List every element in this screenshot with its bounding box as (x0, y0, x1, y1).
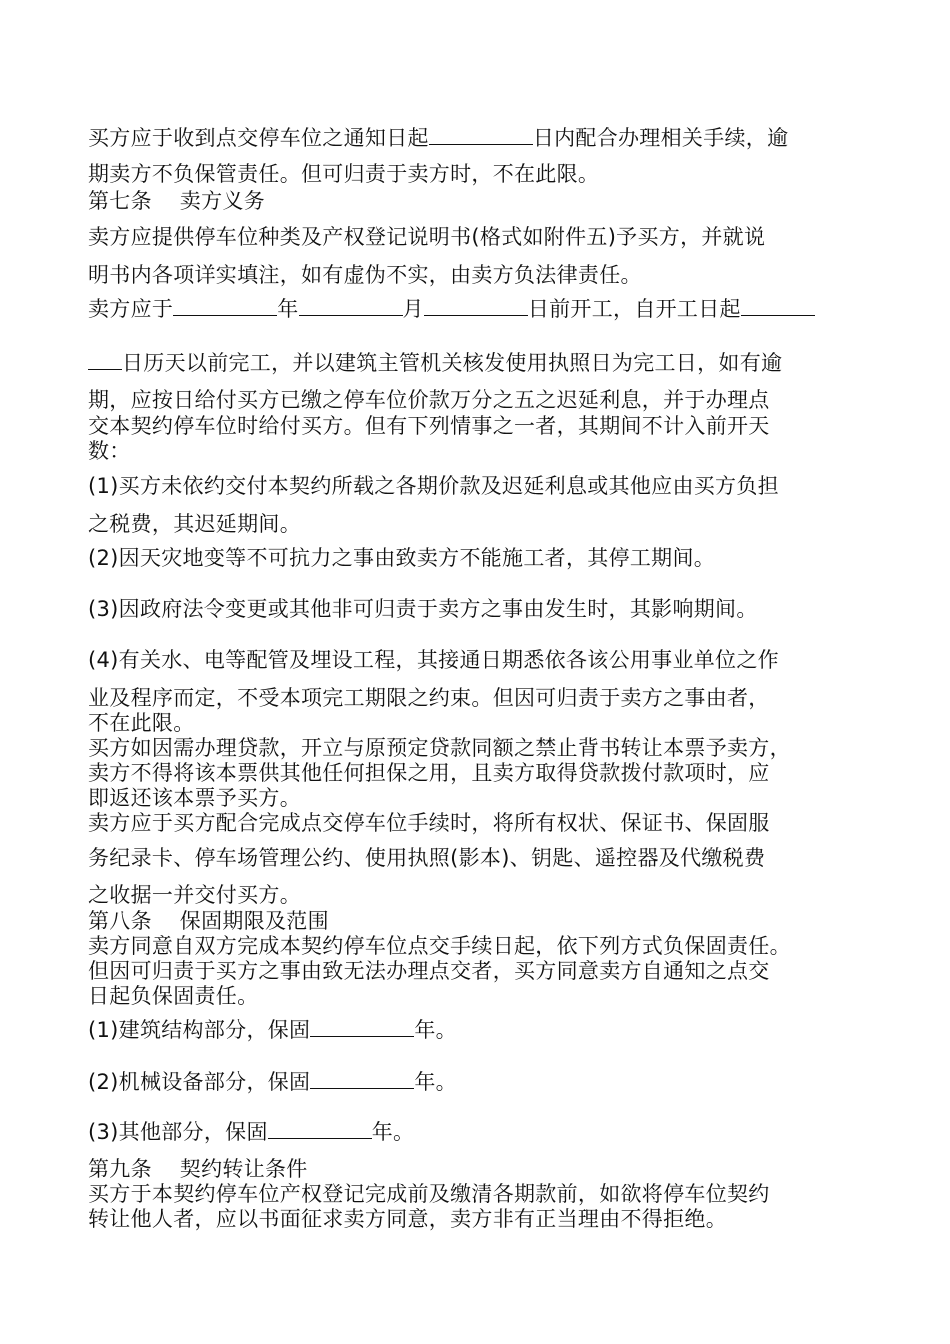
fill-in-blank (310, 1018, 414, 1037)
text-segment: 数： (88, 439, 131, 463)
heading-text: 第七条 卖方义务 (88, 189, 266, 213)
fill-in-blank (173, 297, 277, 316)
fill-in-blank (88, 351, 122, 370)
text-segment: 即返还该本票予买方。 (88, 786, 301, 810)
article-heading (88, 909, 878, 933)
list-item (88, 474, 878, 498)
text-segment: 年。 (371, 1120, 415, 1144)
text-segment: 买方于本契约停车位产权登记完成前及缴清各期款前，如欲将停车位契约 (88, 1182, 770, 1206)
list-item (88, 1070, 878, 1094)
text-segment: (4)有关水、电等配管及埋设工程，其接通日期悉依各该公用事业单位之作 (88, 648, 779, 672)
text-line (88, 761, 878, 785)
text-segment: 年。 (414, 1018, 457, 1042)
text-line (88, 162, 878, 186)
text-segment: 买方如因需办理贷款，开立与原预定贷款同额之禁止背书转让本票予卖方， (88, 736, 791, 760)
text-segment: 期卖方不负保管责任。但可归责于卖方时，不在此限。 (88, 162, 600, 186)
list-item (88, 1120, 878, 1144)
text-segment: 卖方应于买方配合完成点交停车位手续时，将所有权状、保证书、保固服 (88, 811, 770, 835)
text-line (88, 959, 878, 983)
text-segment: 之收据一并交付买方。 (88, 883, 301, 907)
text-segment: 业及程序而定，不受本项完工期限之约束。但因可归责于卖方之事由者， (88, 686, 770, 710)
text-segment: 期，应按日给付买方已缴之停车位价款万分之五之迟延利息，并于办理点 (88, 388, 770, 412)
text-segment: 年。 (414, 1070, 457, 1094)
list-item (88, 546, 878, 570)
text-segment: 交本契约停车位时给付买方。但有下列情事之一者，其期间不计入前开天 (88, 414, 770, 438)
text-segment: (2)因天灾地变等不可抗力之事由致卖方不能施工者，其停工期间。 (88, 546, 716, 570)
text-segment: 之税费，其迟延期间。 (88, 512, 301, 536)
heading-text: 第九条 契约转让条件 (88, 1157, 308, 1181)
text-segment: 转让他人者，应以书面征求卖方同意，卖方非有正当理由不得拒绝。 (88, 1207, 727, 1231)
text-segment: (2)机械设备部分，保固 (88, 1070, 311, 1094)
heading-text: 第八条 保固期限及范围 (88, 909, 329, 933)
text-line (88, 686, 878, 710)
text-line (88, 711, 878, 735)
text-segment: 不在此限。 (88, 711, 195, 735)
text-segment: 日内配合办理相关手续，逾 (532, 126, 789, 150)
text-line (88, 984, 878, 1008)
text-segment: 务纪录卡、停车场管理公约、使用执照(影本)、钥匙、遥控器及代缴税费 (88, 846, 766, 870)
text-segment: 日前开工，自开工日起 (527, 297, 741, 321)
text-line (88, 297, 878, 321)
article-heading (88, 189, 878, 213)
text-segment: 明书内各项详实填注，如有虚伪不实，由卖方负法律责任。 (88, 263, 642, 287)
list-item (88, 1018, 878, 1042)
text-segment: 卖方应于 (88, 297, 174, 321)
fill-in-blank (299, 297, 403, 316)
text-segment: (3)因政府法令变更或其他非可归责于卖方之事由发生时，其影响期间。 (88, 597, 758, 621)
text-segment: 但因可归责于买方之事由致无法办理点交者，买方同意卖方自通知之点交 (88, 959, 770, 983)
list-item (88, 597, 878, 621)
text-segment: 卖方同意自双方完成本契约停车位点交手续日起，依下列方式负保固责任。 (88, 934, 791, 958)
fill-in-blank (429, 126, 533, 145)
text-line (88, 846, 878, 870)
text-segment: (1)买方未依约交付本契约所载之各期价款及迟延利息或其他应由买方负担 (88, 474, 779, 498)
text-line (88, 388, 878, 412)
text-line (88, 786, 878, 810)
text-line (88, 736, 878, 760)
text-line (88, 811, 878, 835)
fill-in-blank (310, 1070, 414, 1089)
text-segment: 日起负保固责任。 (88, 984, 259, 1008)
text-line (88, 1182, 878, 1206)
text-segment: (1)建筑结构部分，保固 (88, 1018, 311, 1042)
text-segment: 年 (277, 297, 299, 321)
text-line (88, 883, 878, 907)
text-line (88, 414, 878, 438)
text-line (88, 225, 878, 249)
text-line (88, 439, 878, 463)
fill-in-blank (268, 1120, 372, 1139)
text-line (88, 126, 878, 150)
text-line (88, 512, 878, 536)
fill-in-blank (741, 297, 815, 316)
text-segment: (3)其他部分，保固 (88, 1120, 268, 1144)
text-line (88, 263, 878, 287)
text-segment: 买方应于收到点交停车位之通知日起 (88, 126, 429, 150)
article-heading (88, 1157, 878, 1181)
text-segment: 日历天以前完工，并以建筑主管机关核发使用执照日为完工日，如有逾 (122, 351, 783, 375)
text-line (88, 1207, 878, 1231)
text-segment: 卖方应提供停车位种类及产权登记说明书(格式如附件五)予买方，并就说 (88, 225, 766, 249)
list-item (88, 648, 878, 672)
text-line (88, 351, 878, 375)
text-segment: 卖方不得将该本票供其他任何担保之用，且卖方取得贷款拨付款项时，应 (88, 761, 770, 785)
text-segment: 月 (402, 297, 424, 321)
text-line (88, 934, 878, 958)
fill-in-blank (424, 297, 528, 316)
